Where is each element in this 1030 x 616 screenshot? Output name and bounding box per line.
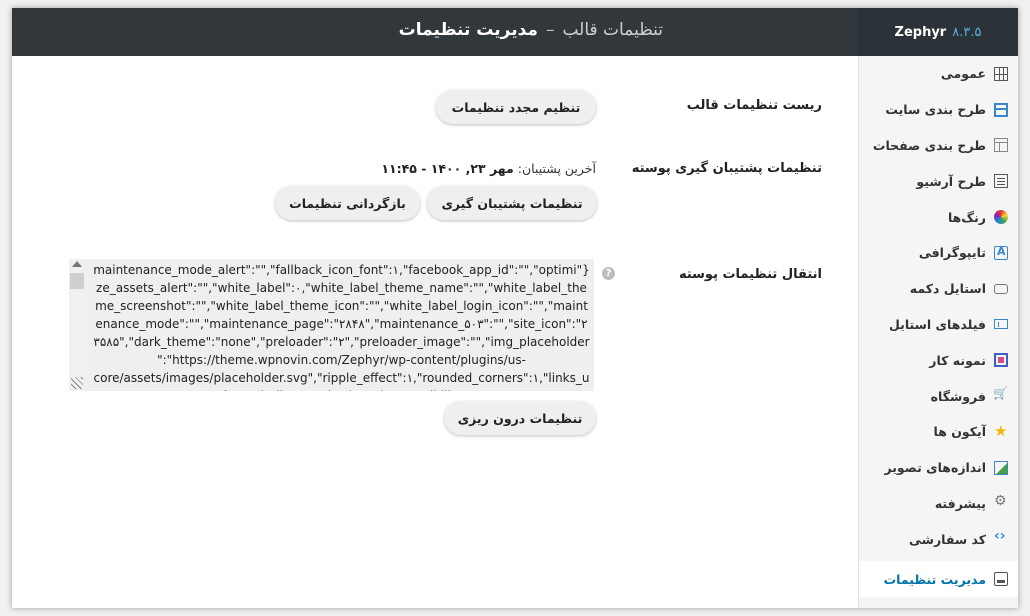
gear-icon bbox=[994, 496, 1008, 510]
layout-icon bbox=[994, 103, 1008, 117]
page-layout-icon bbox=[994, 138, 1008, 152]
restore-settings-button[interactable]: بازگردانی تنظیمات bbox=[275, 186, 420, 220]
brand bbox=[858, 8, 1018, 56]
transfer-textarea-wrap bbox=[69, 259, 594, 391]
reset-label: ریست تنظیمات قالب bbox=[686, 98, 822, 113]
sidebar-item-label: مدیریت تنظیمات bbox=[883, 571, 986, 587]
page-title bbox=[399, 20, 663, 40]
sidebar-item-shop[interactable] bbox=[859, 378, 1018, 414]
header-bar bbox=[12, 8, 858, 56]
sidebar-item-manage-settings[interactable] bbox=[859, 561, 1018, 597]
sidebar-item-label: نمونه کار bbox=[929, 352, 986, 368]
sidebar-item-label: استایل دکمه bbox=[909, 281, 986, 297]
sidebar-item-label: رنگ‌ها bbox=[947, 209, 986, 225]
last-backup-value: مهر ۲۳, ۱۴۰۰ - ۱۱:۴۵ bbox=[381, 161, 514, 176]
backup-label: تنظیمات پشتیبان گیری پوسته bbox=[631, 161, 822, 176]
sidebar-item-label: طرح بندی صفحات bbox=[872, 137, 986, 153]
page-title-current: مدیریت تنظیمات bbox=[398, 20, 538, 40]
code-icon bbox=[994, 532, 1008, 546]
sidebar-item-label: طرح بندی سایت bbox=[885, 102, 986, 118]
sidebar-item-label: پیشرفته bbox=[934, 495, 986, 511]
breadcrumb-separator: – bbox=[545, 20, 555, 40]
field-icon bbox=[994, 319, 1008, 329]
sidebar-item-label: فروشگاه bbox=[930, 388, 986, 404]
last-backup-prefix: آخرین پشتیبان: bbox=[517, 161, 596, 176]
breadcrumb-parent[interactable]: تنظیمات قالب bbox=[562, 20, 663, 40]
brand-version: ۸.۳.۵ bbox=[952, 24, 982, 40]
sidebar-item-label: اندازه‌های تصویر bbox=[884, 460, 986, 476]
sidebar-item-label: طرح آرشیو bbox=[916, 173, 986, 189]
resize-grip-icon[interactable] bbox=[71, 377, 83, 389]
sidebar-item-label: آیکون ها bbox=[933, 424, 986, 440]
star-icon bbox=[994, 425, 1008, 439]
sidebar-item-label: فیلدهای استایل bbox=[888, 316, 986, 332]
transfer-label: انتقال تنظیمات پوسته bbox=[678, 267, 822, 282]
help-icon[interactable]: ? bbox=[602, 267, 615, 280]
sidebar-item-advanced[interactable] bbox=[859, 486, 1018, 522]
last-backup-info bbox=[381, 161, 596, 176]
cart-icon bbox=[994, 389, 1008, 403]
sidebar-item-custom-code[interactable] bbox=[859, 521, 1018, 557]
backup-settings-button[interactable]: تنظیمات پشتیبان گیری bbox=[427, 186, 597, 220]
sidebar-item-colors[interactable] bbox=[859, 199, 1018, 235]
settings-json-textarea[interactable] bbox=[87, 259, 592, 391]
sidebar-item-button-style[interactable] bbox=[859, 271, 1018, 307]
sidebar-item-portfolio[interactable] bbox=[859, 342, 1018, 378]
button-icon bbox=[994, 284, 1008, 294]
manage-icon bbox=[994, 572, 1008, 586]
textarea-scrollbar[interactable] bbox=[69, 259, 85, 391]
sidebar-item-archive[interactable] bbox=[859, 163, 1018, 199]
sidebar-item-page-layout[interactable] bbox=[859, 128, 1018, 164]
sidebar-item-label: تایپوگرافی bbox=[918, 245, 986, 261]
sidebar-item-label: کد سفارشی bbox=[909, 531, 986, 547]
color-wheel-icon bbox=[994, 210, 1008, 224]
brand-name: Zephyr bbox=[894, 24, 947, 40]
grid-icon bbox=[994, 67, 1008, 81]
import-settings-button[interactable]: تنظیمات درون ریزی bbox=[444, 401, 596, 435]
reset-settings-button[interactable]: تنظیم مجدد تنظیمات bbox=[436, 90, 596, 124]
scroll-up-icon[interactable] bbox=[72, 261, 82, 267]
sidebar-item-general[interactable] bbox=[859, 56, 1018, 92]
sidebar-item-label: عمومی bbox=[940, 66, 986, 82]
image-icon bbox=[994, 461, 1008, 475]
sidebar-item-image-sizes[interactable] bbox=[859, 450, 1018, 486]
sidebar-item-site-layout[interactable] bbox=[859, 92, 1018, 128]
settings-window bbox=[12, 8, 1018, 608]
scroll-thumb[interactable] bbox=[70, 273, 84, 289]
sidebar-item-field-style[interactable] bbox=[859, 307, 1018, 343]
settings-sidebar bbox=[858, 56, 1018, 608]
archive-icon bbox=[994, 174, 1008, 188]
sidebar-item-typography[interactable] bbox=[859, 235, 1018, 271]
sidebar-item-icons[interactable] bbox=[859, 414, 1018, 450]
portfolio-icon bbox=[994, 353, 1008, 367]
typography-icon bbox=[994, 246, 1008, 260]
